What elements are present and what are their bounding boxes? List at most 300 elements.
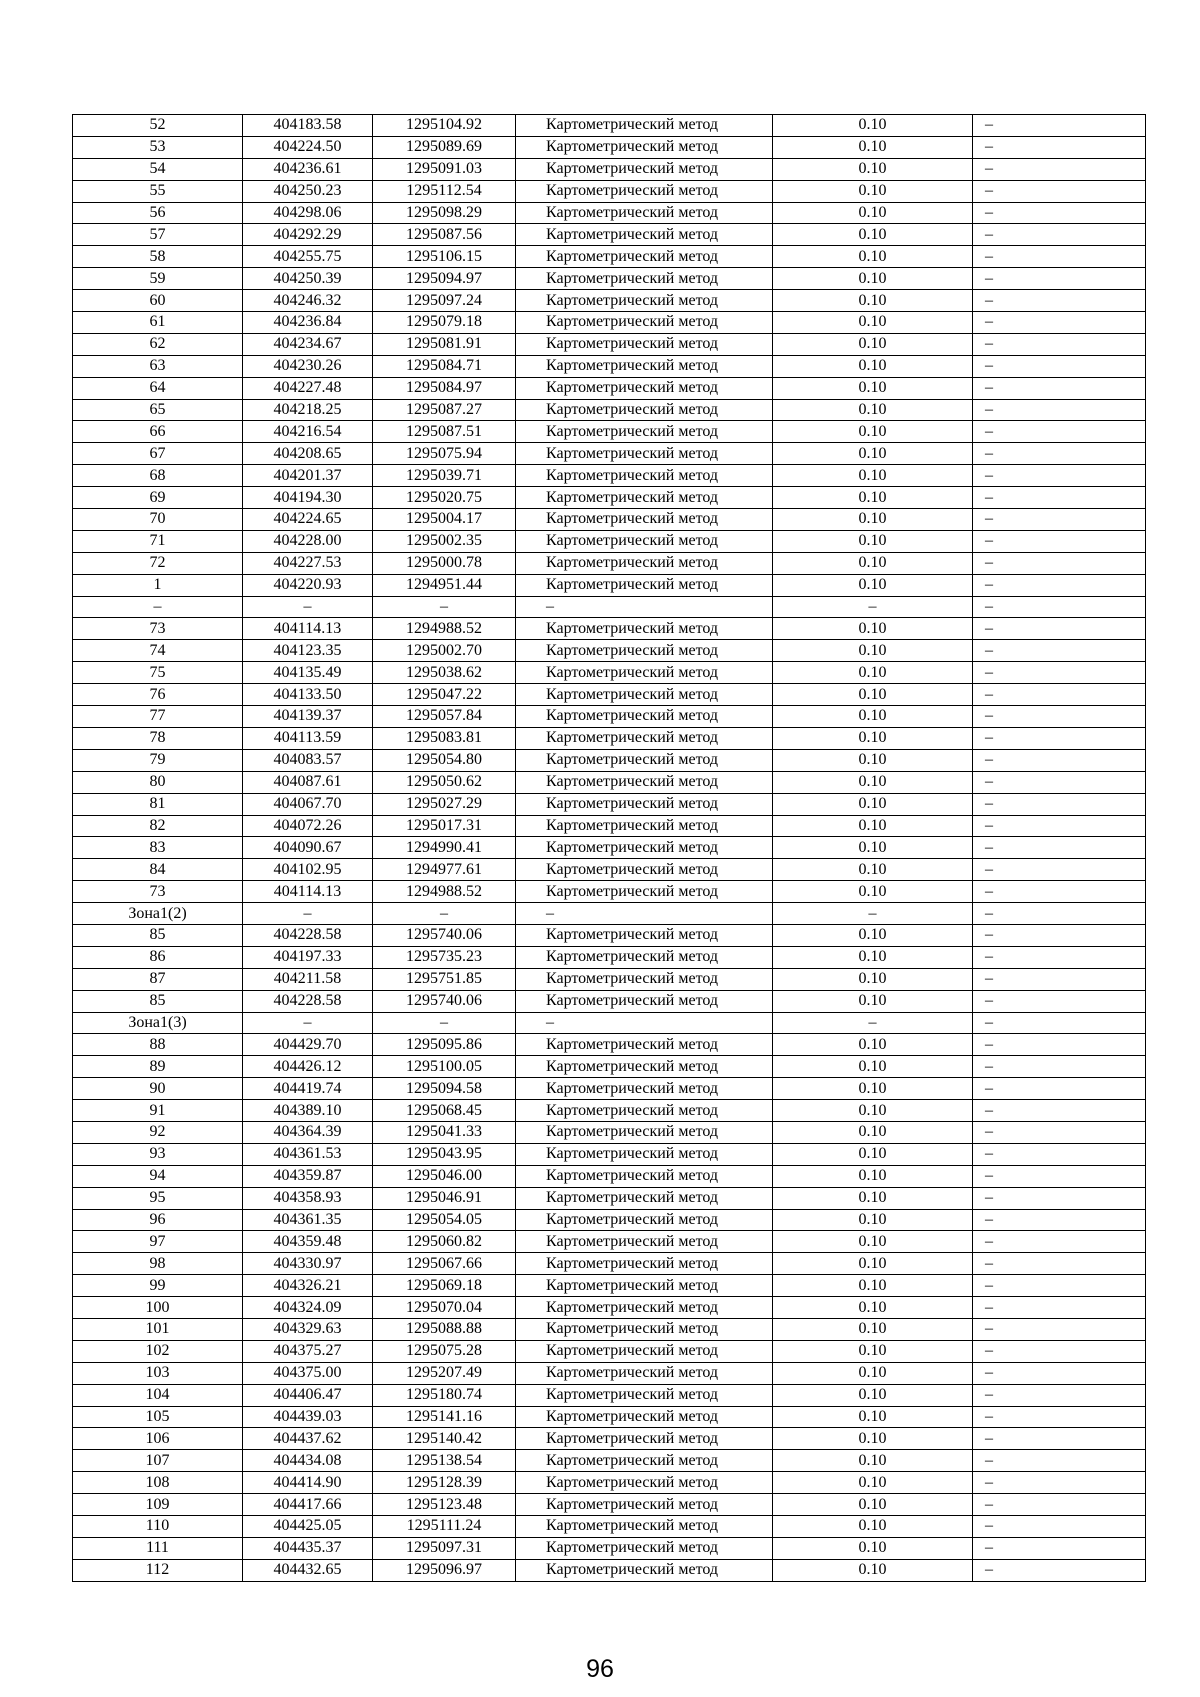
cell-y-coordinate: 1295112.54 <box>373 180 516 202</box>
cell-y-coordinate: 1295740.06 <box>373 990 516 1012</box>
cell-note: – <box>973 530 1146 552</box>
cell-accuracy: 0.10 <box>773 1034 973 1056</box>
cell-method: Картометрический метод <box>516 1078 773 1100</box>
cell-x-coordinate: 404250.23 <box>243 180 373 202</box>
cell-method: Картометрический метод <box>516 1275 773 1297</box>
cell-method: Картометрический метод <box>516 640 773 662</box>
table-row <box>73 640 1146 662</box>
cell-point-number: 67 <box>73 443 243 465</box>
cell-note: – <box>973 793 1146 815</box>
cell-y-coordinate: 1295043.95 <box>373 1143 516 1165</box>
cell-method: Картометрический метод <box>516 727 773 749</box>
cell-y-coordinate: 1295100.05 <box>373 1056 516 1078</box>
cell-note: – <box>973 1209 1146 1231</box>
cell-y-coordinate: 1295041.33 <box>373 1121 516 1143</box>
cell-point-number: 52 <box>73 115 243 137</box>
cell-point-number: 56 <box>73 202 243 224</box>
cell-y-coordinate: 1295141.16 <box>373 1406 516 1428</box>
cell-method: Картометрический метод <box>516 465 773 487</box>
cell-x-coordinate: 404329.63 <box>243 1318 373 1340</box>
cell-accuracy: 0.10 <box>773 333 973 355</box>
cell-note: – <box>973 640 1146 662</box>
cell-y-coordinate: 1295070.04 <box>373 1297 516 1319</box>
cell-note: – <box>973 1494 1146 1516</box>
cell-accuracy: 0.10 <box>773 1231 973 1253</box>
cell-point-number: 94 <box>73 1165 243 1187</box>
cell-point-number: 75 <box>73 662 243 684</box>
cell-point-number: 1 <box>73 574 243 596</box>
cell-accuracy: – <box>773 1012 973 1034</box>
cell-accuracy: 0.10 <box>773 990 973 1012</box>
cell-accuracy: 0.10 <box>773 859 973 881</box>
cell-y-coordinate: 1295089.69 <box>373 136 516 158</box>
cell-x-coordinate: 404439.03 <box>243 1406 373 1428</box>
cell-note: – <box>973 158 1146 180</box>
cell-accuracy: 0.10 <box>773 487 973 509</box>
cell-x-coordinate: 404183.58 <box>243 115 373 137</box>
cell-x-coordinate: 404361.53 <box>243 1143 373 1165</box>
cell-point-number: 93 <box>73 1143 243 1165</box>
cell-y-coordinate: 1295057.84 <box>373 706 516 728</box>
cell-accuracy: 0.10 <box>773 530 973 552</box>
cell-accuracy: 0.10 <box>773 399 973 421</box>
cell-method: Картометрический метод <box>516 1100 773 1122</box>
cell-point-number: 70 <box>73 509 243 531</box>
cell-method: Картометрический метод <box>516 1384 773 1406</box>
cell-x-coordinate: 404139.37 <box>243 706 373 728</box>
cell-note: – <box>973 727 1146 749</box>
cell-point-number: 112 <box>73 1559 243 1581</box>
cell-method: Картометрический метод <box>516 246 773 268</box>
table-row <box>73 421 1146 443</box>
cell-note: – <box>973 1275 1146 1297</box>
cell-method: Картометрический метод <box>516 377 773 399</box>
table-row <box>73 1078 1146 1100</box>
cell-y-coordinate: 1295140.42 <box>373 1428 516 1450</box>
table-row <box>73 881 1146 903</box>
cell-x-coordinate: 404218.25 <box>243 399 373 421</box>
cell-accuracy: 0.10 <box>773 1056 973 1078</box>
cell-x-coordinate: 404406.47 <box>243 1384 373 1406</box>
cell-accuracy: 0.10 <box>773 881 973 903</box>
cell-y-coordinate: 1295002.70 <box>373 640 516 662</box>
cell-note: – <box>973 290 1146 312</box>
cell-method: Картометрический метод <box>516 1472 773 1494</box>
table-row <box>73 837 1146 859</box>
cell-point-number: 59 <box>73 268 243 290</box>
cell-note: – <box>973 443 1146 465</box>
cell-point-number: 92 <box>73 1121 243 1143</box>
cell-point-number: 87 <box>73 968 243 990</box>
cell-accuracy: 0.10 <box>773 1297 973 1319</box>
cell-note: – <box>973 377 1146 399</box>
cell-method: Картометрический метод <box>516 837 773 859</box>
cell-accuracy: 0.10 <box>773 1275 973 1297</box>
cell-method: Картометрический метод <box>516 202 773 224</box>
table-row <box>73 946 1146 968</box>
cell-point-number: 83 <box>73 837 243 859</box>
cell-y-coordinate: 1295138.54 <box>373 1450 516 1472</box>
cell-point-number: 79 <box>73 749 243 771</box>
cell-y-coordinate: 1295004.17 <box>373 509 516 531</box>
cell-x-coordinate: 404234.67 <box>243 333 373 355</box>
cell-accuracy: 0.10 <box>773 552 973 574</box>
cell-x-coordinate: 404358.93 <box>243 1187 373 1209</box>
cell-method: Картометрический метод <box>516 443 773 465</box>
cell-point-number: 98 <box>73 1253 243 1275</box>
cell-x-coordinate: 404414.90 <box>243 1472 373 1494</box>
cell-x-coordinate: 404216.54 <box>243 421 373 443</box>
cell-method: Картометрический метод <box>516 1340 773 1362</box>
cell-x-coordinate: 404113.59 <box>243 727 373 749</box>
cell-method: Картометрический метод <box>516 662 773 684</box>
table-row <box>73 990 1146 1012</box>
cell-accuracy: 0.10 <box>773 706 973 728</box>
cell-point-number: 68 <box>73 465 243 487</box>
cell-method: Картометрический метод <box>516 224 773 246</box>
cell-y-coordinate: 1295123.48 <box>373 1494 516 1516</box>
cell-y-coordinate: 1295017.31 <box>373 815 516 837</box>
table-row <box>73 684 1146 706</box>
cell-point-number: 90 <box>73 1078 243 1100</box>
coordinates-table-body <box>73 115 1146 1582</box>
cell-point-number: 65 <box>73 399 243 421</box>
cell-point-number: 63 <box>73 355 243 377</box>
cell-accuracy: 0.10 <box>773 115 973 137</box>
cell-method: Картометрический метод <box>516 1297 773 1319</box>
cell-note: – <box>973 1450 1146 1472</box>
table-row <box>73 377 1146 399</box>
cell-x-coordinate: 404083.57 <box>243 749 373 771</box>
cell-x-coordinate: 404227.53 <box>243 552 373 574</box>
cell-accuracy: 0.10 <box>773 312 973 334</box>
cell-method: Картометрический метод <box>516 1056 773 1078</box>
table-row <box>73 1165 1146 1187</box>
table-row <box>73 509 1146 531</box>
table-row <box>73 574 1146 596</box>
cell-x-coordinate: 404087.61 <box>243 771 373 793</box>
cell-accuracy: 0.10 <box>773 1494 973 1516</box>
table-row <box>73 180 1146 202</box>
cell-accuracy: 0.10 <box>773 1253 973 1275</box>
cell-note: – <box>973 596 1146 618</box>
cell-x-coordinate: 404133.50 <box>243 684 373 706</box>
cell-y-coordinate: 1295081.91 <box>373 333 516 355</box>
table-row <box>73 1056 1146 1078</box>
table-row <box>73 202 1146 224</box>
cell-point-number: Зона1(2) <box>73 903 243 925</box>
cell-x-coordinate: 404425.05 <box>243 1516 373 1538</box>
cell-x-coordinate: 404228.58 <box>243 990 373 1012</box>
cell-note: – <box>973 1100 1146 1122</box>
cell-accuracy: 0.10 <box>773 1187 973 1209</box>
table-row <box>73 246 1146 268</box>
table-row <box>73 333 1146 355</box>
table-row <box>73 1537 1146 1559</box>
cell-x-coordinate: 404426.12 <box>243 1056 373 1078</box>
cell-x-coordinate: 404292.29 <box>243 224 373 246</box>
cell-y-coordinate: 1294977.61 <box>373 859 516 881</box>
cell-note: – <box>973 1012 1146 1034</box>
cell-note: – <box>973 1253 1146 1275</box>
cell-note: – <box>973 771 1146 793</box>
cell-point-number: 73 <box>73 618 243 640</box>
cell-point-number: 96 <box>73 1209 243 1231</box>
cell-x-coordinate: 404123.35 <box>243 640 373 662</box>
cell-point-number: 72 <box>73 552 243 574</box>
cell-x-coordinate: 404389.10 <box>243 1100 373 1122</box>
cell-point-number: 97 <box>73 1231 243 1253</box>
cell-y-coordinate: 1295180.74 <box>373 1384 516 1406</box>
cell-point-number: 106 <box>73 1428 243 1450</box>
cell-y-coordinate: 1295047.22 <box>373 684 516 706</box>
cell-y-coordinate: 1294988.52 <box>373 881 516 903</box>
cell-note: – <box>973 749 1146 771</box>
cell-method: – <box>516 903 773 925</box>
coordinates-sheet <box>72 114 1145 1582</box>
cell-y-coordinate: 1295069.18 <box>373 1275 516 1297</box>
cell-x-coordinate: 404208.65 <box>243 443 373 465</box>
table-row <box>73 815 1146 837</box>
table-row <box>73 1100 1146 1122</box>
cell-point-number: – <box>73 596 243 618</box>
cell-note: – <box>973 1297 1146 1319</box>
cell-accuracy: 0.10 <box>773 1143 973 1165</box>
cell-x-coordinate: 404364.39 <box>243 1121 373 1143</box>
cell-note: – <box>973 946 1146 968</box>
cell-accuracy: 0.10 <box>773 136 973 158</box>
cell-method: Картометрический метод <box>516 1253 773 1275</box>
cell-accuracy: – <box>773 903 973 925</box>
cell-method: Картометрический метод <box>516 1187 773 1209</box>
cell-y-coordinate: 1295207.49 <box>373 1362 516 1384</box>
cell-note: – <box>973 1056 1146 1078</box>
table-row <box>73 399 1146 421</box>
cell-note: – <box>973 1472 1146 1494</box>
cell-point-number: 78 <box>73 727 243 749</box>
cell-accuracy: 0.10 <box>773 662 973 684</box>
cell-x-coordinate: 404135.49 <box>243 662 373 684</box>
cell-accuracy: 0.10 <box>773 1516 973 1538</box>
cell-accuracy: 0.10 <box>773 224 973 246</box>
cell-y-coordinate: 1295084.71 <box>373 355 516 377</box>
cell-point-number: 85 <box>73 990 243 1012</box>
table-row <box>73 1297 1146 1319</box>
cell-method: Картометрический метод <box>516 1121 773 1143</box>
cell-y-coordinate: 1295091.03 <box>373 158 516 180</box>
cell-y-coordinate: 1295087.51 <box>373 421 516 443</box>
cell-point-number: Зона1(3) <box>73 1012 243 1034</box>
cell-point-number: 105 <box>73 1406 243 1428</box>
cell-x-coordinate: 404194.30 <box>243 487 373 509</box>
cell-note: – <box>973 312 1146 334</box>
cell-point-number: 62 <box>73 333 243 355</box>
cell-accuracy: 0.10 <box>773 443 973 465</box>
table-row <box>73 1362 1146 1384</box>
table-row <box>73 268 1146 290</box>
cell-y-coordinate: 1295038.62 <box>373 662 516 684</box>
cell-point-number: 102 <box>73 1340 243 1362</box>
cell-y-coordinate: 1295735.23 <box>373 946 516 968</box>
cell-point-number: 88 <box>73 1034 243 1056</box>
table-row <box>73 224 1146 246</box>
table-row <box>73 158 1146 180</box>
cell-accuracy: 0.10 <box>773 1100 973 1122</box>
cell-method: Картометрический метод <box>516 509 773 531</box>
cell-method: Картометрический метод <box>516 1034 773 1056</box>
table-row <box>73 1559 1146 1581</box>
cell-note: – <box>973 1034 1146 1056</box>
cell-accuracy: 0.10 <box>773 1472 973 1494</box>
cell-method: Картометрический метод <box>516 1231 773 1253</box>
cell-x-coordinate: 404326.21 <box>243 1275 373 1297</box>
cell-accuracy: 0.10 <box>773 968 973 990</box>
cell-accuracy: 0.10 <box>773 727 973 749</box>
cell-accuracy: 0.10 <box>773 1340 973 1362</box>
cell-point-number: 86 <box>73 946 243 968</box>
cell-x-coordinate: – <box>243 903 373 925</box>
cell-y-coordinate: 1295039.71 <box>373 465 516 487</box>
cell-point-number: 103 <box>73 1362 243 1384</box>
cell-method: Картометрический метод <box>516 1318 773 1340</box>
cell-method: Картометрический метод <box>516 115 773 137</box>
cell-note: – <box>973 1406 1146 1428</box>
table-row <box>73 1143 1146 1165</box>
cell-y-coordinate: 1295054.80 <box>373 749 516 771</box>
cell-accuracy: 0.10 <box>773 924 973 946</box>
table-row <box>73 618 1146 640</box>
cell-accuracy: 0.10 <box>773 684 973 706</box>
cell-point-number: 69 <box>73 487 243 509</box>
page-number: 96 <box>586 1655 614 1683</box>
cell-x-coordinate: 404114.13 <box>243 618 373 640</box>
cell-y-coordinate: 1295050.62 <box>373 771 516 793</box>
cell-accuracy: 0.10 <box>773 158 973 180</box>
cell-method: Картометрический метод <box>516 421 773 443</box>
cell-method: Картометрический метод <box>516 1406 773 1428</box>
cell-method: Картометрический метод <box>516 1450 773 1472</box>
cell-x-coordinate: 404298.06 <box>243 202 373 224</box>
cell-y-coordinate: 1295002.35 <box>373 530 516 552</box>
cell-method: Картометрический метод <box>516 530 773 552</box>
cell-method: Картометрический метод <box>516 136 773 158</box>
cell-accuracy: 0.10 <box>773 465 973 487</box>
cell-y-coordinate: 1294990.41 <box>373 837 516 859</box>
cell-accuracy: 0.10 <box>773 749 973 771</box>
cell-point-number: 101 <box>73 1318 243 1340</box>
cell-x-coordinate: 404236.61 <box>243 158 373 180</box>
table-row <box>73 1209 1146 1231</box>
table-row <box>73 706 1146 728</box>
cell-y-coordinate: 1295097.31 <box>373 1537 516 1559</box>
cell-accuracy: 0.10 <box>773 1121 973 1143</box>
cell-point-number: 107 <box>73 1450 243 1472</box>
cell-y-coordinate: 1295075.94 <box>373 443 516 465</box>
cell-x-coordinate: 404228.00 <box>243 530 373 552</box>
cell-method: Картометрический метод <box>516 333 773 355</box>
cell-x-coordinate: 404375.27 <box>243 1340 373 1362</box>
cell-y-coordinate: 1295087.56 <box>373 224 516 246</box>
cell-y-coordinate: 1295106.15 <box>373 246 516 268</box>
cell-x-coordinate: 404417.66 <box>243 1494 373 1516</box>
cell-note: – <box>973 136 1146 158</box>
cell-x-coordinate: 404324.09 <box>243 1297 373 1319</box>
cell-point-number: 104 <box>73 1384 243 1406</box>
cell-point-number: 99 <box>73 1275 243 1297</box>
cell-y-coordinate: 1295075.28 <box>373 1340 516 1362</box>
cell-y-coordinate: 1295054.05 <box>373 1209 516 1231</box>
table-row <box>73 1428 1146 1450</box>
cell-method: Картометрический метод <box>516 946 773 968</box>
cell-note: – <box>973 968 1146 990</box>
cell-note: – <box>973 180 1146 202</box>
cell-note: – <box>973 224 1146 246</box>
table-row <box>73 465 1146 487</box>
cell-accuracy: 0.10 <box>773 246 973 268</box>
cell-method: Картометрический метод <box>516 684 773 706</box>
cell-x-coordinate: 404228.58 <box>243 924 373 946</box>
cell-accuracy: 0.10 <box>773 640 973 662</box>
cell-x-coordinate: 404067.70 <box>243 793 373 815</box>
cell-accuracy: 0.10 <box>773 355 973 377</box>
cell-x-coordinate: 404236.84 <box>243 312 373 334</box>
cell-accuracy: 0.10 <box>773 1165 973 1187</box>
cell-note: – <box>973 202 1146 224</box>
cell-y-coordinate: 1295097.24 <box>373 290 516 312</box>
table-row <box>73 312 1146 334</box>
cell-note: – <box>973 1187 1146 1209</box>
cell-accuracy: 0.10 <box>773 1384 973 1406</box>
cell-point-number: 84 <box>73 859 243 881</box>
table-row <box>73 136 1146 158</box>
cell-point-number: 55 <box>73 180 243 202</box>
table-row <box>73 530 1146 552</box>
cell-x-coordinate: 404435.37 <box>243 1537 373 1559</box>
cell-y-coordinate: 1295104.92 <box>373 115 516 137</box>
cell-x-coordinate: 404230.26 <box>243 355 373 377</box>
cell-note: – <box>973 1165 1146 1187</box>
cell-accuracy: 0.10 <box>773 1559 973 1581</box>
cell-accuracy: 0.10 <box>773 1406 973 1428</box>
cell-accuracy: 0.10 <box>773 1450 973 1472</box>
cell-note: – <box>973 487 1146 509</box>
cell-y-coordinate: 1295068.45 <box>373 1100 516 1122</box>
table-row <box>73 1516 1146 1538</box>
cell-method: Картометрический метод <box>516 1494 773 1516</box>
cell-method: Картометрический метод <box>516 574 773 596</box>
cell-y-coordinate: – <box>373 903 516 925</box>
cell-accuracy: 0.10 <box>773 1362 973 1384</box>
cell-x-coordinate: 404419.74 <box>243 1078 373 1100</box>
cell-x-coordinate: 404072.26 <box>243 815 373 837</box>
cell-note: – <box>973 1537 1146 1559</box>
cell-accuracy: 0.10 <box>773 946 973 968</box>
cell-point-number: 66 <box>73 421 243 443</box>
cell-point-number: 95 <box>73 1187 243 1209</box>
cell-y-coordinate: 1295128.39 <box>373 1472 516 1494</box>
table-row <box>73 1406 1146 1428</box>
table-row <box>73 727 1146 749</box>
cell-y-coordinate: 1295751.85 <box>373 968 516 990</box>
cell-accuracy: 0.10 <box>773 1078 973 1100</box>
table-row <box>73 1231 1146 1253</box>
cell-note: – <box>973 618 1146 640</box>
cell-x-coordinate: 404437.62 <box>243 1428 373 1450</box>
cell-point-number: 71 <box>73 530 243 552</box>
cell-method: Картометрический метод <box>516 355 773 377</box>
cell-point-number: 77 <box>73 706 243 728</box>
cell-accuracy: 0.10 <box>773 268 973 290</box>
